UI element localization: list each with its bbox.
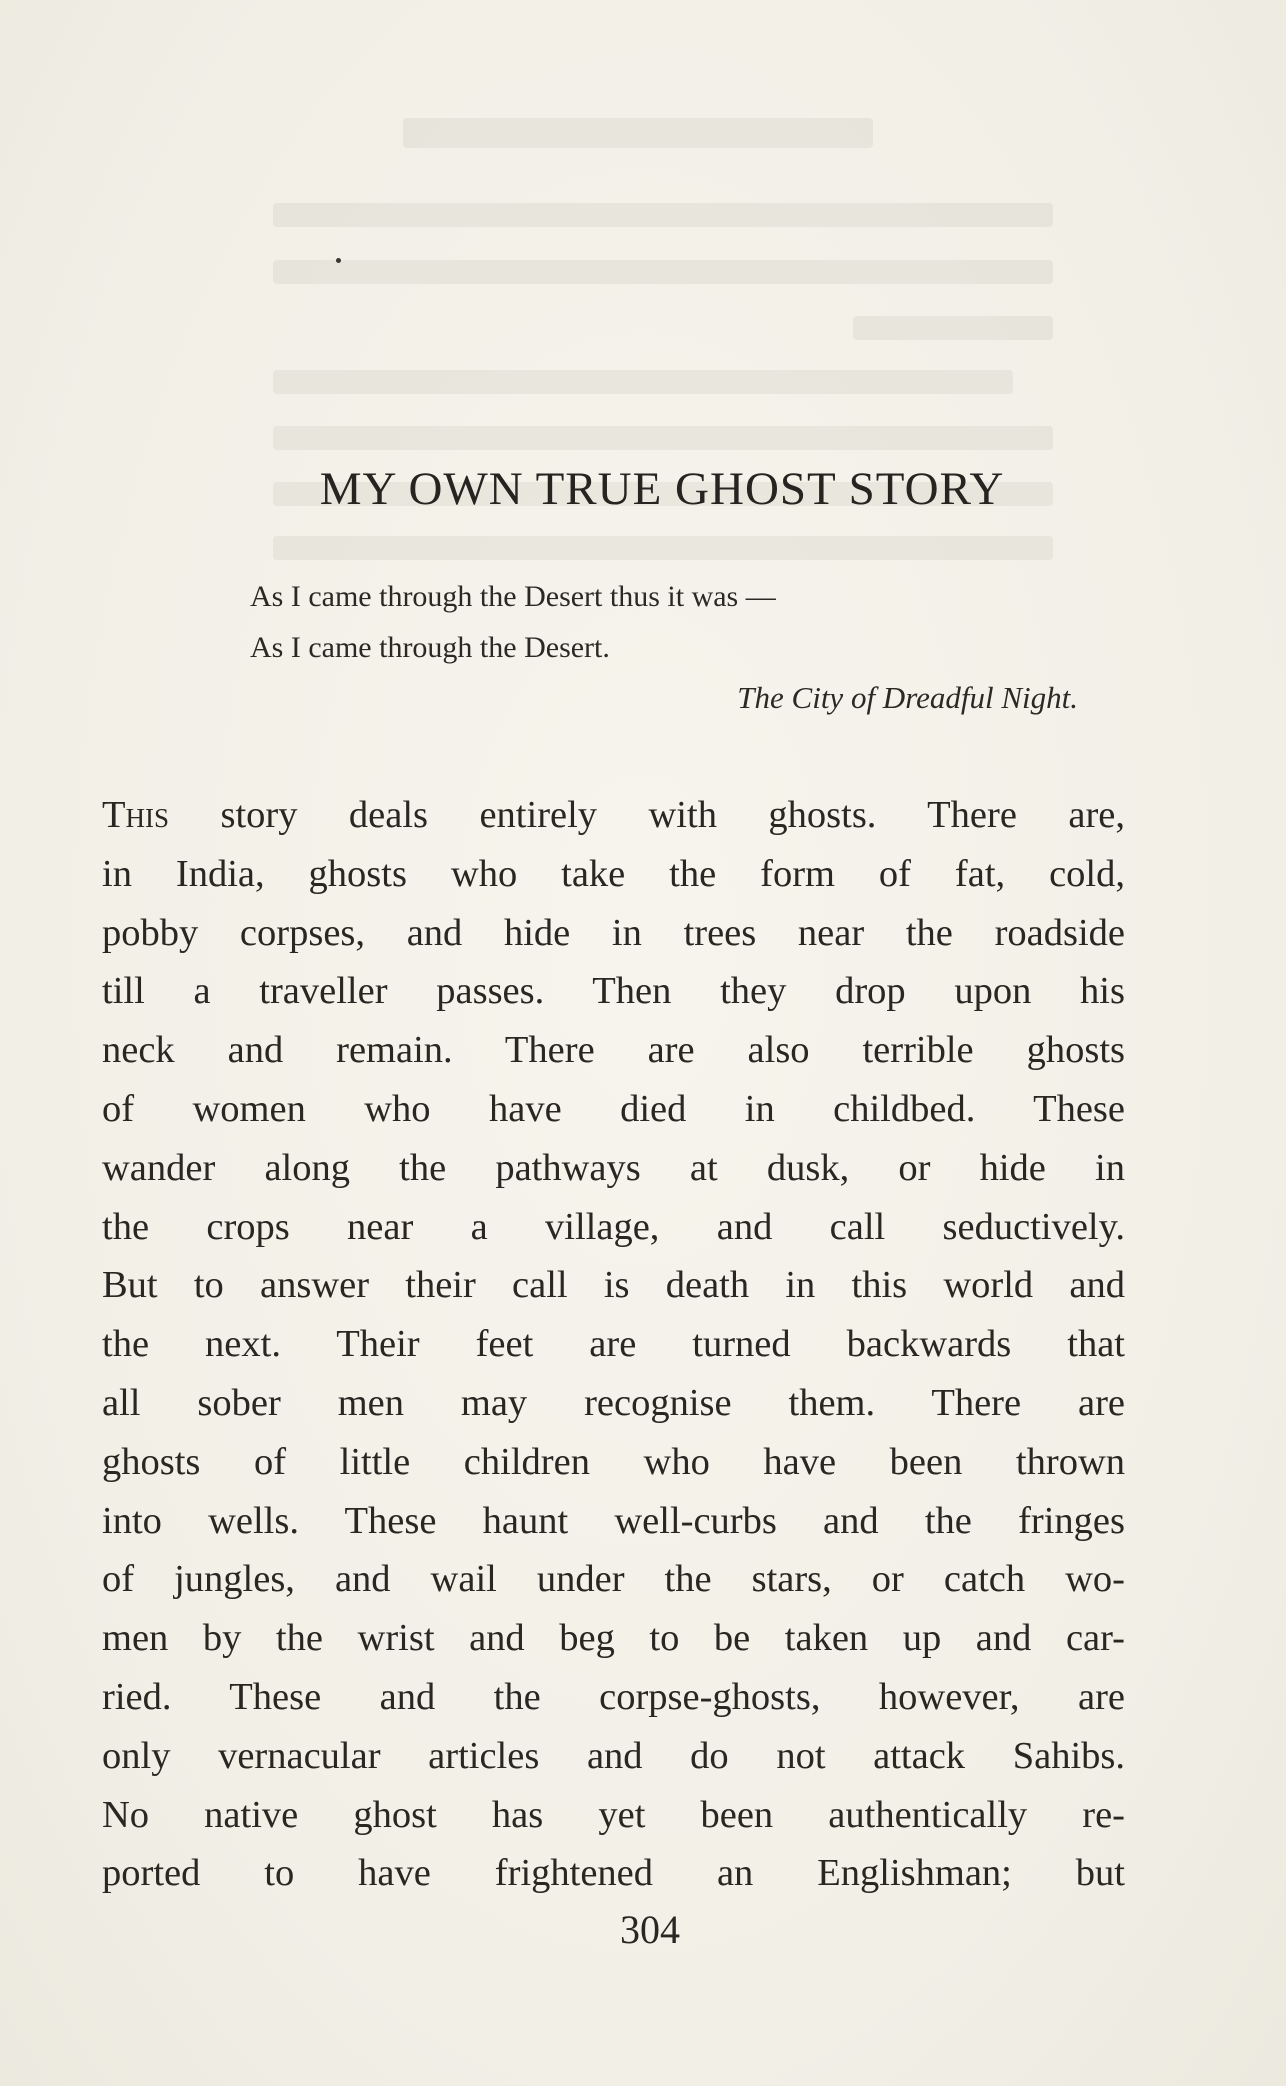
body-line: ported to have frightened an Englishman; but	[102, 1852, 1125, 1895]
body-line: But to answer their call is death in this world and	[102, 1264, 1125, 1307]
chapter-title: MY OWN TRUE GHOST STORY	[319, 463, 1005, 515]
body-line: men by the wrist and beg to be taken up and car-	[102, 1617, 1125, 1660]
body-line: pobby corpses, and hide in trees near the roadside	[102, 911, 1125, 954]
body-line: till a traveller passes. Then they drop upon his	[102, 970, 1125, 1013]
body-line: of jungles, and wail under the stars, or catch wo-	[102, 1558, 1125, 1601]
body-line: ried. These and the corpse-ghosts, however, are	[102, 1675, 1125, 1718]
body-line: of women who have died in childbed. These	[102, 1087, 1125, 1130]
body-line: neck and remain. There are also terrible ghosts	[102, 1029, 1125, 1072]
body-line: only vernacular articles and do not attack Sahibs.	[102, 1734, 1125, 1777]
page-number: 304	[620, 1907, 680, 1952]
body-line: in India, ghosts who take the form of fat, cold,	[102, 852, 1125, 895]
body-line: No native ghost has yet been authentically re-	[102, 1793, 1125, 1836]
body-line: all sober men may recognise them. There are	[102, 1381, 1125, 1424]
body-line: the crops near a village, and call seductively.	[102, 1205, 1125, 1248]
body-line: wander along the pathways at dusk, or hide in	[102, 1146, 1125, 1189]
body-line: into wells. These haunt well-curbs and the fringes	[102, 1499, 1125, 1542]
body-line: ghosts of little children who have been thrown	[102, 1440, 1125, 1483]
body-line: the next. Their feet are turned backwards that	[102, 1323, 1125, 1366]
epigraph-source: The City of Dreadful Night.	[737, 680, 1078, 715]
epigraph-line-1: As I came through the Desert thus it was —	[250, 580, 776, 613]
epigraph-line-2: As I came through the Desert.	[250, 631, 610, 664]
ink-speck	[336, 258, 341, 263]
story-body	[102, 786, 1125, 1903]
body-line: This story deals entirely with ghosts. There are,	[102, 794, 1125, 836]
